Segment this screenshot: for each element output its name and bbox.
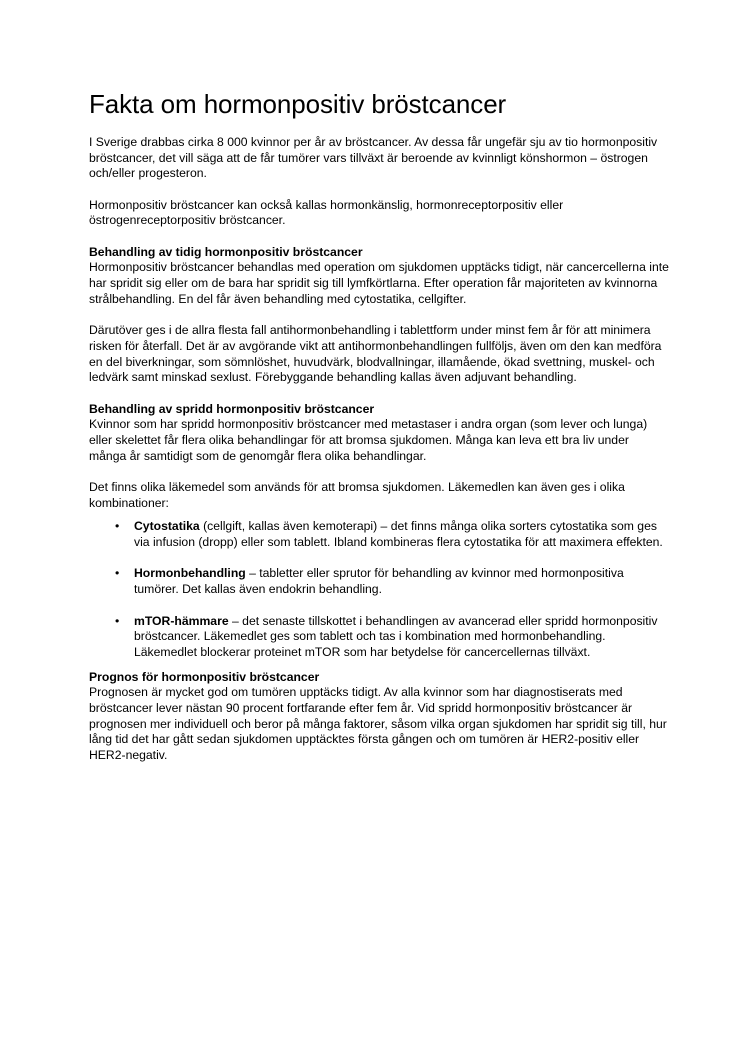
document-body <box>89 88 669 779</box>
list-item-term: Hormonbehandling <box>134 566 246 581</box>
section-heading-early-treatment: Behandling av tidig hormonpositiv bröstcancer <box>89 244 363 259</box>
bullet-icon: • <box>115 613 120 628</box>
section-heading-spread-treatment: Behandling av spridd hormonpositiv bröstcancer <box>89 401 375 416</box>
intro-paragraph-1: I Sverige drabbas cirka 8 000 kvinnor per år av bröstcancer. Av dessa får ungefär sju av tio hormonpositiv bröstcancer, det vill säga att de får tumörer vars tillväxt är beroende av kvinnligt könshormon – östrogen och/eller progesteron. <box>89 135 658 181</box>
list-item-mtor-hammare <box>89 614 669 661</box>
list-item-term: mTOR-hämmare <box>134 613 229 628</box>
list-item-text: – tabletter eller sprutor för behandling av kvinnor med hormonpositiva tumörer. Det kallas även endokrin behandling. <box>134 566 624 597</box>
section-heading-prognosis: Prognos för hormonpositiv bröstcancer <box>89 669 320 684</box>
list-item-text: – det senaste tillskottet i behandlingen av avancerad eller spridd hormonpositiv bröstcancer. Läkemedlet ges som tablett och tas i kombination med hormonbehandling. Läkemedlet blockerar proteinet mTOR som har betydelse för cancercellernas tillväxt. <box>134 613 658 659</box>
spread-treatment-paragraph-2: Det finns olika läkemedel som används för att bromsa sjukdomen. Läkemedlen kan även ges i olika kombinationer: <box>89 479 625 510</box>
early-treatment-paragraph-2: Därutöver ges i de allra flesta fall antihormonbehandling i tablettform under minst fem år för att minimera risken för återfall. Det är av avgörande vikt att antihormonbehandlingen fullföljs, även om den kan medföra en del biverkningar, som sömnlöshet, huvudvärk, blodvallningar, illamående, ökad svettning, muskel- och ledvärk samt minskad sexlust. Förebyggande behandling kallas även adjuvant behandling. <box>89 323 662 385</box>
early-treatment-paragraph-1: Hormonpositiv bröstcancer behandlas med operation om sjukdomen upptäcks tidigt, när cancercellerna inte har spridit sig eller om de bara har spridit sig till lymfkörtlarna. Efter operation får majoriteten av kvinnorna strålbehandling. En del får även behandling med cytostatika, cellgifter. <box>89 260 669 306</box>
list-item-text: (cellgift, kallas även kemoterapi) – det finns många olika sorters cytostatika som ges via infusion (dropp) eller som tablett. Ibland kombineras flera cytostatika för att maximera effekten. <box>134 519 663 550</box>
list-item-hormonbehandling <box>89 566 669 597</box>
bullet-icon: • <box>115 566 120 581</box>
spread-treatment-paragraph-1: Kvinnor som har spridd hormonpositiv bröstcancer med metastaser i andra organ (som lever och lunga) eller skelettet får flera olika behandlingar för att bromsa sjukdomen. Många kan leva ett bra liv under många år samtidigt som de genomgår flera olika behandlingar. <box>89 417 648 463</box>
page-title: Fakta om hormonpositiv bröstcancer <box>89 89 507 119</box>
list-item-term: Cytostatika <box>134 519 200 534</box>
treatment-list <box>89 519 669 660</box>
bullet-icon: • <box>115 519 120 534</box>
intro-paragraph-2: Hormonpositiv bröstcancer kan också kallas hormonkänslig, hormonreceptorpositiv eller östrogenreceptorpositiv bröstcancer. <box>89 197 564 228</box>
list-item-cytostatika <box>89 519 669 550</box>
list-item-term-suffix: hämmare <box>174 613 229 628</box>
prognosis-paragraph: Prognosen är mycket god om tumören upptäcks tidigt. Av alla kvinnor som har diagnostiserats med bröstcancer lever nästan 90 procent fortfarande efter fem år. Vid spridd hormonpositiv bröstcancer är prognosen mer individuell och beror på många faktorer, såsom vilka organ sjukdomen har spridit sig till, hur lång tid det har gått sedan sjukdomen upptäcktes första gången och om tumören är HER2-positiv eller HER2-negativ. <box>89 685 667 763</box>
